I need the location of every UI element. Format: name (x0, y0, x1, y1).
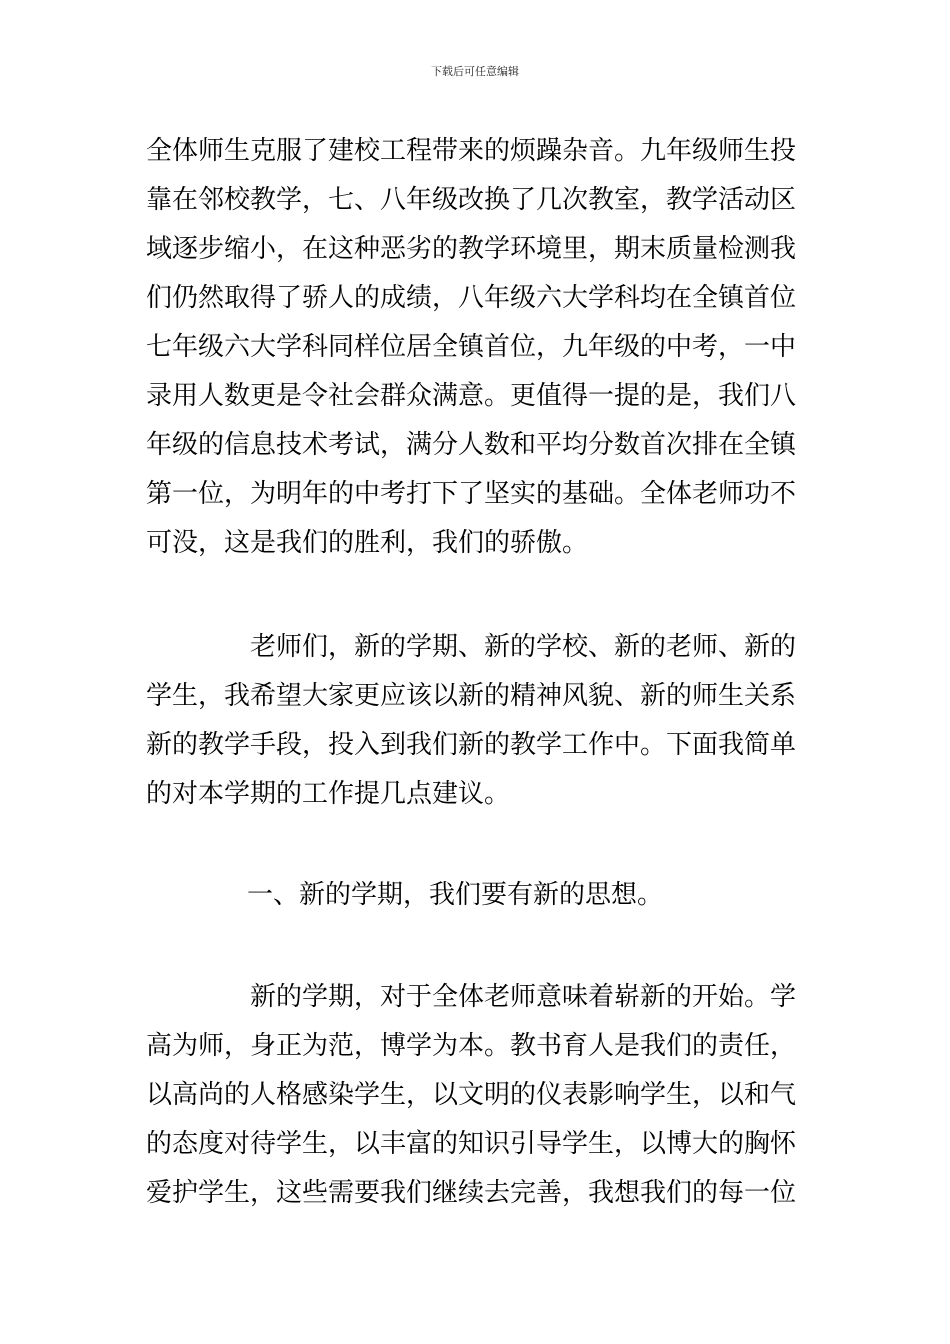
text-line: 们仍然取得了骄人的成绩，八年级六大学科均在全镇首位 (146, 283, 797, 313)
text-line: 老师们，新的学期、新的学校、新的老师、新的 (250, 632, 797, 662)
page-header: 下载后可任意编辑 (431, 65, 519, 78)
text-line: 域逐步缩小，在这种恶劣的教学环境里，期末质量检测我 (146, 234, 797, 264)
text-line: 全体师生克服了建校工程带来的烦躁杂音。九年级师生投 (146, 136, 797, 166)
section-heading: 一、新的学期，我们要有新的思想。 (247, 880, 664, 910)
text-line: 学生，我希望大家更应该以新的精神风貌、新的师生关系 (146, 681, 797, 711)
text-line: 年级的信息技术考试，满分人数和平均分数首次排在全镇 (146, 430, 797, 460)
text-line: 新的学期，对于全体老师意味着崭新的开始。学 (250, 982, 797, 1012)
text-line: 的态度对待学生，以丰富的知识引导学生，以博大的胸怀 (146, 1129, 797, 1159)
text-line: 录用人数更是令社会群众满意。更值得一提的是，我们八 (146, 381, 797, 411)
text-line: 新的教学手段，投入到我们新的教学工作中。下面我简单 (146, 730, 797, 760)
text-line: 第一位，为明年的中考打下了坚实的基础。全体老师功不 (146, 479, 797, 509)
text-line: 可没，这是我们的胜利，我们的骄傲。 (146, 528, 589, 558)
text-line: 的对本学期的工作提几点建议。 (146, 779, 511, 809)
text-line: 爱护学生，这些需要我们继续去完善，我想我们的每一位 (146, 1178, 797, 1208)
text-line: 七年级六大学科同样位居全镇首位，九年级的中考，一中 (146, 332, 797, 362)
text-line: 高为师，身正为范，博学为本。教书育人是我们的责任， (146, 1031, 797, 1061)
text-line: 靠在邻校教学，七、八年级改换了几次教室，教学活动区 (146, 185, 797, 215)
text-line: 以高尚的人格感染学生，以文明的仪表影响学生，以和气 (146, 1080, 797, 1110)
